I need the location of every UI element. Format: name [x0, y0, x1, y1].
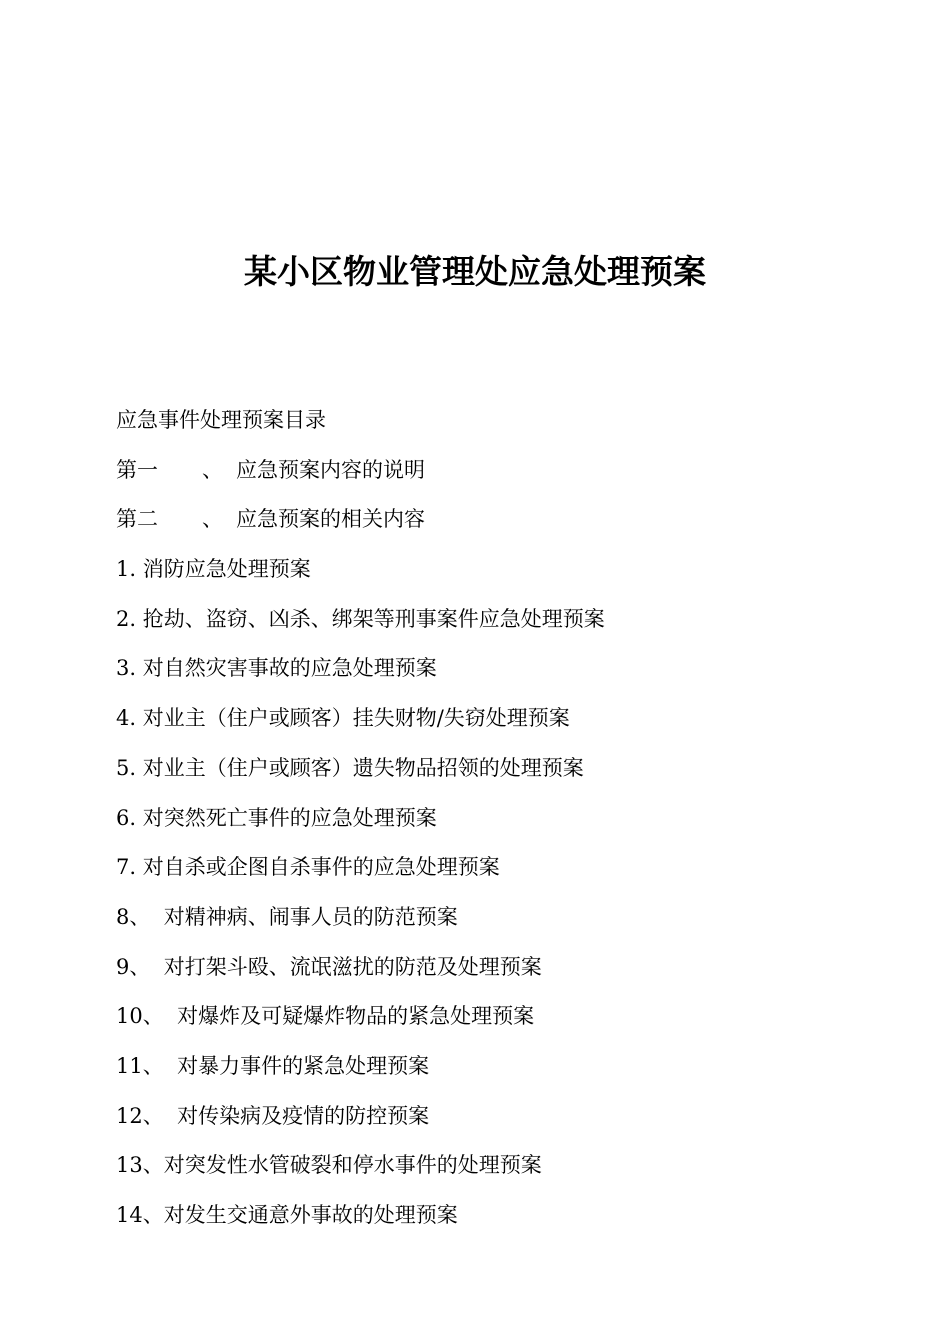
section-text: 应急预案的相关内容 — [236, 507, 425, 532]
toc-section — [116, 501, 896, 551]
toc-item: 12、 对传染病及疫情的防控预案 — [116, 1103, 430, 1128]
toc-item: 1. 消防应急处理预案 — [116, 557, 311, 582]
toc-item: 9、 对打架斗殴、流氓滋扰的防范及处理预案 — [116, 954, 542, 979]
toc-item: 5. 对业主（住户或顾客）遗失物品招领的处理预案 — [116, 755, 584, 780]
toc-heading: 应急事件处理预案目录 — [116, 408, 326, 432]
toc-item: 7. 对自杀或企图自杀事件的应急处理预案 — [116, 855, 500, 880]
toc-item: 14、对发生交通意外事故的处理预案 — [116, 1203, 458, 1227]
section-separator: 、 — [202, 507, 223, 532]
toc-item: 6. 对突然死亡事件的应急处理预案 — [116, 805, 437, 830]
toc-item: 13、对突发性水管破裂和停水事件的处理预案 — [116, 1153, 542, 1178]
toc-item: 8、 对精神病、闹事人员的防范预案 — [116, 904, 458, 929]
toc-item: 11、 对暴力事件的紧急处理预案 — [116, 1053, 430, 1078]
toc-item: 3. 对自然灾害事故的应急处理预案 — [116, 656, 437, 681]
toc-section — [116, 452, 896, 502]
toc-item: 4. 对业主（住户或顾客）挂失财物/失窃处理预案 — [116, 706, 570, 731]
section-number: 第二 — [116, 507, 158, 532]
document-title: 某小区物业管理处应急处理预案 — [244, 252, 706, 291]
section-separator: 、 — [202, 457, 223, 482]
section-number: 第一 — [116, 457, 158, 482]
toc-item: 10、 对爆炸及可疑爆炸物品的紧急处理预案 — [116, 1004, 535, 1029]
table-of-contents — [116, 402, 896, 1247]
section-text: 应急预案内容的说明 — [236, 457, 425, 482]
toc-item: 2. 抢劫、盗窃、凶杀、绑架等刑事案件应急处理预案 — [116, 606, 605, 631]
